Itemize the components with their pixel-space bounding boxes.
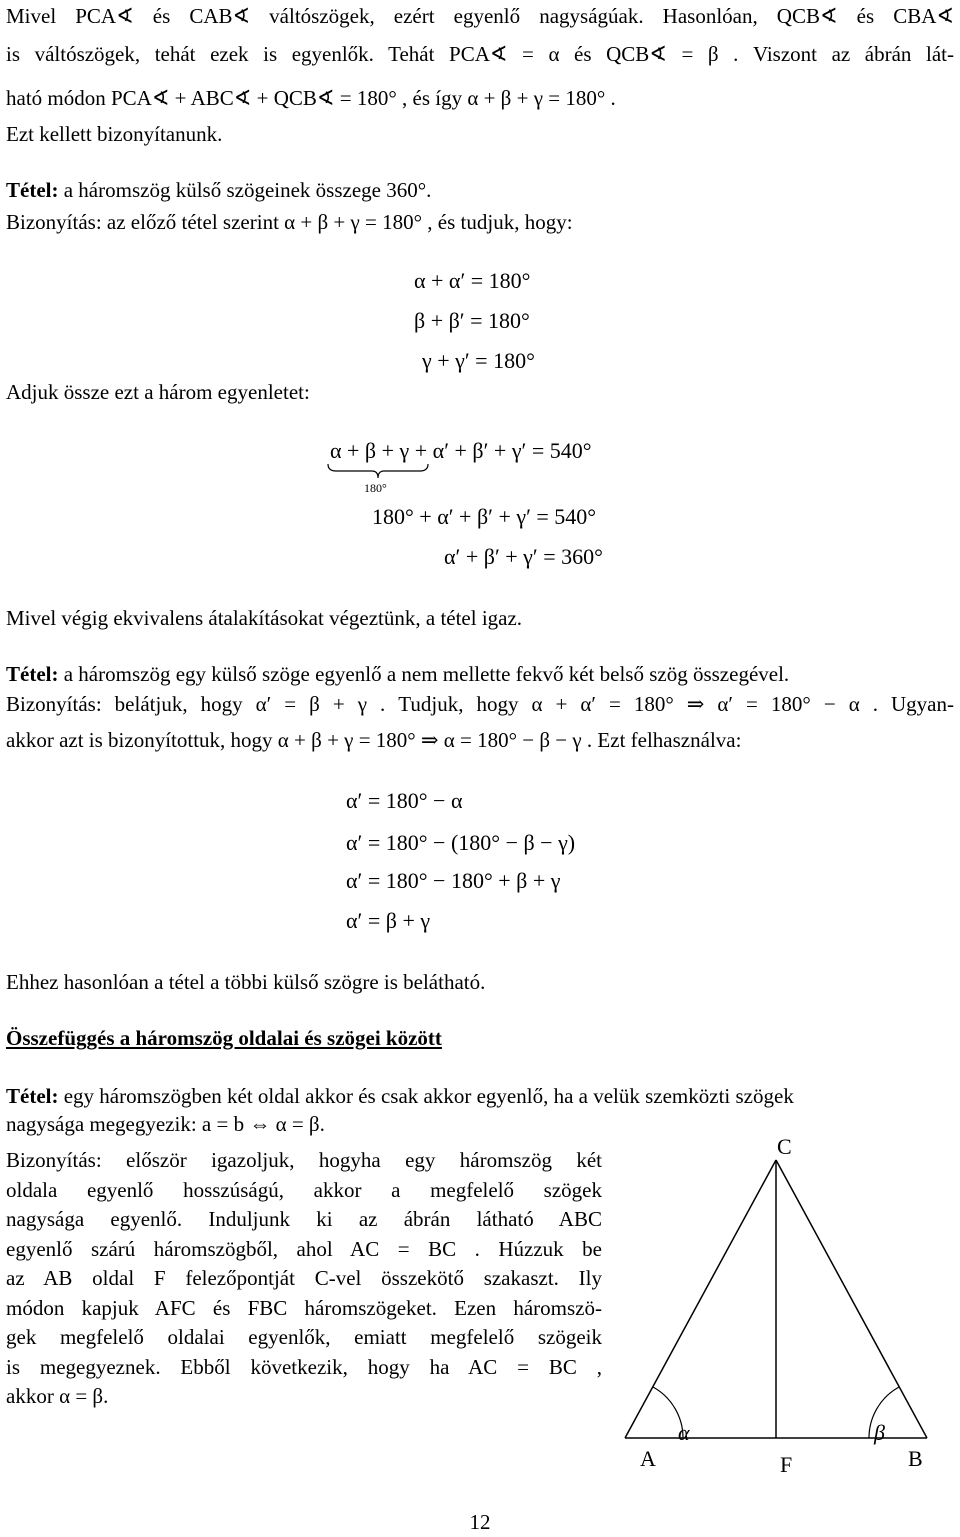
- angle-alpha-label: α: [678, 1420, 690, 1445]
- proof-line: módon kapjuk AFC és FBC háromszögeket. Ezen háromszö-: [6, 1295, 602, 1320]
- theorem2-step-3: α′ = 180° − 180° + β + γ: [346, 868, 561, 893]
- theorem3-statement: [6, 1082, 954, 1111]
- theorem1-eq-2: β + β′ = 180°: [414, 308, 530, 333]
- theorem1-step-3: α′ + β′ + γ′ = 360°: [444, 544, 603, 569]
- theorem1-sum-braced: α + β + γ: [330, 438, 410, 463]
- theorem2-step-4: α′ = β + γ: [346, 908, 431, 933]
- section-heading: Összefüggés a háromszög oldalai és szögei között: [6, 1026, 442, 1050]
- theorem3-proof: [6, 1146, 602, 1412]
- theorem3-text-1: egy háromszögben két oldal akkor és csak akkor egyenlő, ha a velük szemközti szögek: [58, 1084, 794, 1108]
- theorem2-step-1: α′ = 180° − α: [346, 788, 463, 813]
- theorem1-add-text: Adjuk össze ezt a három egyenletet:: [6, 380, 310, 404]
- brace-label: 180°: [364, 481, 387, 495]
- page-number: 12: [469, 1510, 491, 1534]
- angle-beta-label: β: [874, 1420, 885, 1445]
- proof-line: Bizonyítás: először igazoljuk, hogyha egy háromszög két: [6, 1148, 602, 1172]
- theorem1-proof: Bizonyítás: az előző tétel szerint α + β + γ = 180° , és tudjuk, hogy:: [6, 210, 573, 234]
- intro-line-2: is váltószögek, tehát ezek is egyenlők. Tehát PCA∢ = α és QCB∢ = β . Viszont az ábrán lát-: [6, 42, 954, 66]
- vertex-c-label: C: [777, 1134, 792, 1159]
- intro-line-3: ható módon PCA∢ + ABC∢ + QCB∢ = 180° , és így α + β + γ = 180° .: [6, 86, 616, 110]
- vertex-a-label: A: [640, 1446, 656, 1471]
- proof-line: is megegyeznek. Ebből következik, hogy ha AC = BC ,: [6, 1354, 602, 1379]
- theorem1-step-2: 180° + α′ + β′ + γ′ = 540°: [372, 504, 597, 529]
- proof-line: gek megfelelő oldalai egyenlők, emiatt megfelelő szögeik: [6, 1325, 602, 1349]
- vertex-b-label: B: [908, 1446, 923, 1471]
- theorem1-conclusion: Mivel végig ekvivalens átalakításokat végeztünk, a tétel igaz.: [6, 606, 523, 630]
- intro-line-4: Ezt kellett bizonyítanunk.: [6, 122, 223, 146]
- theorem2-proof-line-2: akkor azt is bizonyítottuk, hogy α + β + γ = 180° ⇒ α = 180° − β − γ . Ezt felhasználva:: [6, 728, 742, 752]
- theorem1-eq-3: γ + γ′ = 180°: [422, 348, 535, 373]
- side-ac: [625, 1160, 776, 1438]
- underbrace: [326, 462, 430, 480]
- theorem2-proof-line-1: Bizonyítás: belátjuk, hogy α′ = β + γ . Tudjuk, hogy α + α′ = 180° ⇒ α′ = 180° − α . Ugyan-: [6, 692, 954, 716]
- theorem2-step-2: α′ = 180° − (180° − β − γ): [346, 830, 576, 855]
- theorem1-label: Tétel:: [6, 178, 59, 202]
- theorem3-label: Tétel:: [6, 1084, 59, 1108]
- theorem2-conclusion: Ehhez hasonlóan a tétel a többi külső szögre is belátható.: [6, 970, 486, 994]
- theorem2-label: Tétel:: [6, 662, 59, 686]
- theorem1-sum-rest: + α′ + β′ + γ′ = 540°: [409, 438, 592, 463]
- side-bc: [776, 1160, 927, 1438]
- isosceles-triangle-figure: [620, 1150, 940, 1450]
- theorem1-statement: [6, 176, 954, 205]
- theorem2-text: a háromszög egy külső szöge egyenlő a nem mellette fekvő két belső szög összegével.: [58, 662, 790, 686]
- theorem2-statement: [6, 660, 954, 689]
- theorem1-text: a háromszög külső szögeinek összege 360°.: [58, 178, 432, 202]
- proof-line: nagysága egyenlő. Induljunk ki az ábrán látható ABC: [6, 1207, 602, 1231]
- proof-line: az AB oldal F felezőpontját C-vel összekötő szakaszt. Ily: [6, 1266, 602, 1290]
- proof-line: oldala egyenlő hosszúságú, akkor a megfelelő szögek: [6, 1177, 602, 1202]
- theorem1-eq-1: α + α′ = 180°: [414, 268, 531, 293]
- proof-line: akkor α = β.: [6, 1384, 109, 1408]
- proof-line: egyenlő szárú háromszögből, ahol AC = BC . Húzzuk be: [6, 1236, 602, 1261]
- intro-line-1: Mivel PCA∢ és CAB∢ váltószögek, ezért egyenlő nagyságúak. Hasonlóan, QCB∢ és CBA∢: [6, 4, 954, 28]
- theorem3-text-2: nagysága megegyezik: a = b ⇔ α = β.: [6, 1112, 325, 1136]
- midpoint-f-label: F: [780, 1452, 793, 1477]
